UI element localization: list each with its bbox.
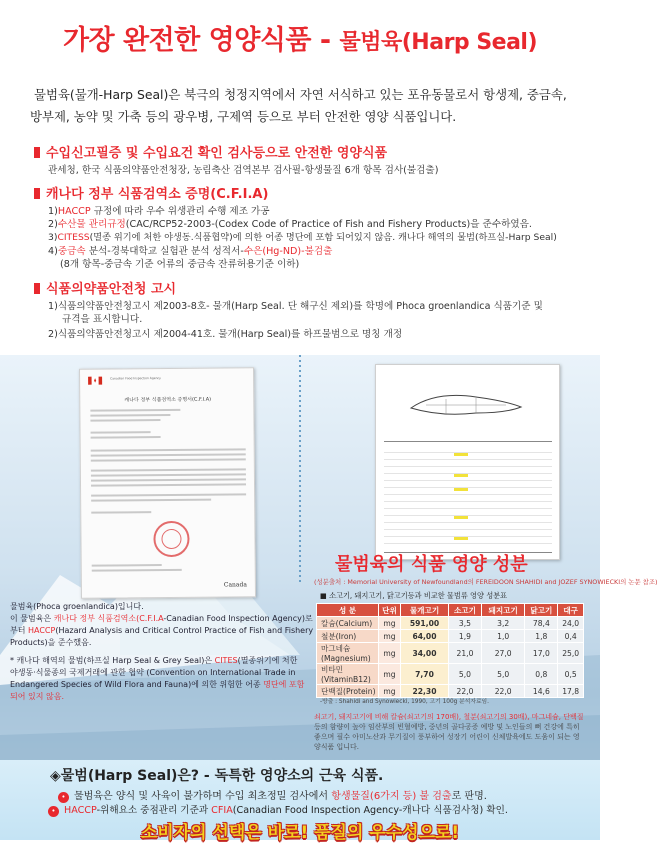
section1-heading: 수입신고필증 및 수입요건 확인 검사등으로 안전한 영양식품 — [34, 142, 387, 161]
slogan: 소비자의 선택은 바로! 품질의 우수성으로! — [140, 823, 460, 843]
cfia-certificate-image — [79, 367, 256, 599]
section3-heading: 식품의약품안전청 고시 — [34, 278, 176, 297]
nutrition-source: (성분출처 : Memorial University of Newfoundland의 FEREIDOON SHAHIDI and JOZEF SYNOWIECKI의 논문 참조) — [314, 578, 658, 586]
title-sub: 물범육(Harp Seal) — [339, 30, 538, 55]
nutrition-footnote: -방출 : Shahidi and Synowiecki, 1990, 고기 100g 분석자료임. — [320, 699, 489, 705]
paper-table — [384, 441, 552, 553]
research-paper-image — [375, 364, 560, 560]
bullet-square-icon — [34, 147, 40, 158]
bullet-square-icon — [34, 188, 40, 199]
page-title — [0, 18, 600, 57]
nutrition-note: ■ 소고기, 돼지고기, 닭고기등과 비교한 물범류 영양 성분표 — [320, 591, 508, 600]
section2-heading: 캐나다 정부 식품검역소 증명(C.F.I.A) — [34, 183, 268, 202]
section3-line1: 1)식품의약품안전청고시 제2003-8호- 물개(Harp Seal. 단 해구신 제외)를 학명에 Phoca groenlandica 식품기준 및 — [48, 301, 543, 312]
banner-question: ◈물범(Harp Seal)은? - 독특한 영양소의 근육 식품. — [50, 768, 384, 784]
cert-header: Canadian Food Inspection Agency — [110, 376, 161, 381]
canada-flag-icon — [88, 377, 102, 385]
section2-line2: 2)수산물 관리규정(CAC/RCP52-2003-(Codex Code of Practice of Fish and Fishery Products)을 준수하였음. — [48, 219, 532, 230]
cert-canada-wordmark: Canada — [223, 581, 247, 589]
section2-line1: 1)HACCP 규정에 따라 우수 위생관리 수행 제조 가공 — [48, 206, 270, 217]
table-header-row: 성 분 단위 물개고기 소고기 돼지고기 닭고기 대구 — [317, 604, 584, 617]
table-row: 철분(Iron) mg 64,00 1,9 1,0 1,8 0,4 — [317, 630, 584, 643]
table-row: 칼슘(Calcium) mg 591,00 3,5 3,2 78,4 24,0 — [317, 617, 584, 630]
nutrition-table — [316, 603, 584, 698]
section1-line1: 관세청, 한국 식품의약품안전청장, 농림축산 검역본부 검사필-항생물질 6개 항목 검사(불검출) — [48, 165, 439, 176]
left-info-text: 물범육(Phoca groenlandica)입니다. 이 물범육은 캐나다 정부 식품검역소(C.F.I.A-Canadian Food Inspection Agency)로 부터 HACCP(Hazard Analysis and Critical Control Practice of Fish and Fishery Products)을 준수했음. * 캐나다 해역의 물범(하프실 Harp Seal & Grey Seal)은 CITES(멸종위기에 처한 야생동·식물종의 국제거래에 관한 협약 (Convention on International Trade in Endangered Species of Wild Flora and Fauna)에 의한 위험한 어종 명단에 포함 되어 있지 않음. — [10, 602, 314, 701]
bullet-square-icon — [34, 283, 40, 294]
section3-line1b: 규격을 표시합니다. — [62, 314, 143, 325]
nutrition-title: 물범육의 식품 영양 성분 — [335, 554, 528, 575]
banner-line1: • 물범육은 양식 및 사육이 불가하며 수입 최초정밀 검사에서 항생물질(6가지 등) 불 검출로 판명. — [58, 787, 487, 803]
table-row: 비타민(VitaminB12) mg 7,70 5,0 5,0 0,8 0,5 — [317, 664, 584, 685]
banner-line2: • HACCP-위해요소 중점관리 기준과 CFIA(Canadian Food Inspection Agency-캐나다 식품검사청) 확인. — [48, 802, 508, 817]
bullet-dot-icon: • — [48, 806, 59, 817]
title-main: 가장 완전한 영양식품 - — [62, 25, 340, 56]
intro-paragraph: 물범육(물개-Harp Seal)은 북극의 청정지역에서 자연 서식하고 있는 포유동물로서 항생제, 중금속, 방부제, 농약 및 가축 등의 광우병, 구제역 등으로 부터 안전한 영양 식품입니다. — [30, 87, 567, 124]
bullet-dot-icon: • — [58, 792, 69, 803]
section2-line5: (8개 항목-중금속 기준 어류의 중금속 잔류허용기준 이하) — [60, 259, 300, 270]
nutrition-description: 쇠고기, 돼지고기에 비해 칼슘(쇠고기의 170배), 철분(쇠고기의 30배), 마그네슘, 단백질 등의 함량이 높아 임산부의 빈혈예방, 중년의 골다공증 예방 및 노인들의 뼈 건강에 특히 좋으며 필수 아미노산과 무기질이 풍부하여 성장기 어린이 신체발육에도 도움이 되는 영양식품 입니다. — [314, 713, 584, 751]
seal-anatomy-icon — [406, 383, 526, 423]
section2-line3: 3)CITESS(멸종 위기에 처한 야생동.식품협약)에 의한 어종 명단에 포함 되어있지 않음. 캐나다 해역의 물범(하프실-Harp Seal) — [48, 232, 557, 243]
table-row: 마그네슘(Magnesium) mg 34,00 21,0 27,0 17,0 25,0 — [317, 643, 584, 664]
section2-line4: 4)중금속 분석-경북대학교 실험관 분석 성적서-수은(Hg-ND)-불검출 — [48, 246, 333, 257]
section3-line2: 2)식품의약품안전청고시 제2004-41호. 물개(Harp Seal)를 하프물범으로 명칭 개정 — [48, 329, 403, 340]
cert-title: 캐나다 정부 식품검역소 증명서(C.F.I.A) — [124, 396, 212, 404]
table-row: 단백질(Protein) mg 22,30 22,0 22,0 14,6 17,8 — [317, 685, 584, 698]
